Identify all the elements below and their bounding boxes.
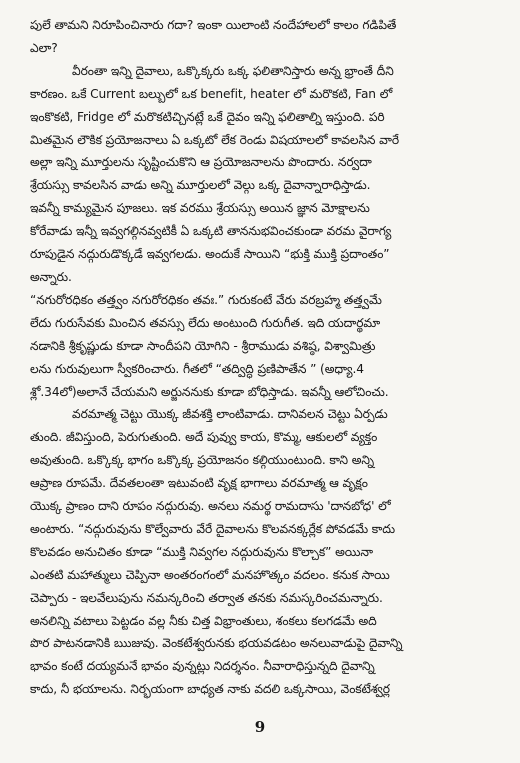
text-line: యొక్క ప్రాణం దాని రూపం నద్గురువు. అనలు నమర్థ రామదాసు 'దానబోధ' లో <box>30 499 391 514</box>
text-line: అల్లా ఇన్ని మూర్తులను సృష్టించుకొని ఆ ప్రయోజనాలను పొందారు. నర్వదా <box>30 155 372 170</box>
text-line: కారణం. ఒకే Current బల్బులో ఒక benefit, heater లో మరొకటి, Fan లో <box>30 86 393 101</box>
text-line: శ్లో.34లో)అలానే చేయమని అర్జుననుకు కూడా బోధిస్తాడు. ఇవన్నీ ఆలోచించు. <box>30 384 389 399</box>
text-line: వీరంతా ఇన్ని దైవాలు, ఒక్కొక్కరు ఒక్క ఫలితానిస్తారు అన్న భ్రాంతే దీని <box>72 63 394 78</box>
text-line: పులే తామని నిరూపించినారు గదా? ఇంకా యిలాంటి నందేహాలలో కాలం గడిపితే <box>30 18 397 32</box>
paragraph-2 <box>30 60 494 289</box>
text-line: చెప్పారు - ఇలవేలుపును నమన్కరించి తర్వాత తనకు నమస్కరించమన్నారు. <box>30 590 383 605</box>
text-line: నడానికి శ్రీకృష్ణుడు కూడా సాందీపని యోగిని - శ్రీరాముడు వశిష్ఠ, విశ్వామిత్రు <box>30 338 376 353</box>
text-line: ఇంకొకటి, Fridge లో మరొకటిచ్చినట్లే ఒకే దైవం ఇన్ని ఫలితాల్ని ఇస్తుంది. పరి <box>30 109 385 124</box>
text-line: పొర పాటనడానికి ఋజువు. వెంకటేశ్వరునకు భయవడటం అనలువాడుపై దైవాన్ని <box>30 636 403 651</box>
text-line: అంటారు. “నద్గురువును కొల్వేవారు వేరే దైవాలను కొలవనక్కర్లేక పోవడమే కాదు <box>30 521 395 536</box>
text-line: ఎంతటి మహాత్ములు చెప్పినా అంతరంగంలో మనహొత్కం వదలం. కనుక సాయి <box>30 567 390 582</box>
text-line: శ్రేయస్సు కావలసిన వాడు అన్ని మూర్తులలో వెల్గు ఒక్క దైవాన్నారాధిస్తాడు. <box>30 178 371 193</box>
paragraph-3 <box>30 289 494 404</box>
text-line: లను గురువులుగా స్వీకరించారు. గీతలో “తద్విద్ధి ప్రణిపాతేన ” (అధ్యా.4 <box>30 361 364 376</box>
page-number: 9 <box>254 718 266 736</box>
text-line: మితమైన లౌకిక ప్రయోజనాలు ఏ ఒక్కటో లేక రెండు విషయాలలో కావలసిన వారే <box>30 132 399 147</box>
text-line: లేదు గురుసేవకు మించిన తవస్సు లేదు అంటుంది గురుగీత. ఇది యదార్థమా <box>30 315 381 330</box>
text-line: వరమాత్మ చెట్టు యొక్క జీవశక్తి లాంటివాడు. దానివలన చెట్టు ఏర్పడు <box>72 407 388 422</box>
paragraph-4 <box>30 403 494 701</box>
text-line: రూపుడైన నద్గురుడొక్కడే ఇవ్వగలడు. అందుకే సాయిని “భుక్తి ముక్తి ప్రదాంతం” <box>30 247 390 262</box>
text-line: కొలవడం అనుచితం కూడా “ముక్తి నివ్వగల నద్గురువును కొల్చాక” అయినా <box>30 544 373 559</box>
text-line: అవుతుంది. ఒక్కొక్క భాగం ఒక్కొక్క ప్రయోజనం కల్గియుంటుంది. కాని అన్ని <box>30 453 374 468</box>
text-line: ఆప్రాణ రూపమే. దేవతలంతా ఇటువంటి వృక్ష భాగాలు వరమాత్మ ఆ వృక్షం <box>30 476 368 491</box>
text-line: “నగురోరధికం తత్త్వం నగురోరధికం తవః.” గురుకంటే వేరు వరబ్రహ్మ తత్త్వమే <box>30 292 382 307</box>
text-line: ఎలా? <box>30 40 58 55</box>
text-line: భావం కంటే దయ్యమనే భావం వున్నట్లు నిదర్శనం. నీవారాధిస్తున్నది దైవాన్ని <box>30 659 375 674</box>
text-line: కాదు, నీ భయాలను. నిర్భయంగా బాధ్యత నాకు వదలి ఒక్కసాయి, వెంకటేశ్వర్ల <box>30 682 390 697</box>
text-line: అనలిన్ని వటాలు పెట్టడం వల్ల నీకు చిత్త విభ్రాంతులు, శంకలు కలగడమే అది <box>30 613 377 628</box>
text-line: అన్నారు. <box>30 269 72 284</box>
text-line: ఇవన్నీ కామ్యమైన పూజలు. ఇక వరము శ్రేయస్సు అయిన జ్ఞాన మోక్షాలను <box>30 201 370 216</box>
paragraph-1 <box>30 14 494 60</box>
text-line: కోరేవాడు ఇన్నీ ఇవ్వగల్గినవ్వటికీ ఏ ఒక్కటి తాననుభవించకుండా వరమ వైరాగ్య <box>30 224 392 239</box>
text-line: తుంది. జీవిస్తుంది, పెరుగుతుంది. అదే పువ్వు కాయ, కొమ్మ, ఆకులలో వ్యక్తం <box>30 430 378 445</box>
